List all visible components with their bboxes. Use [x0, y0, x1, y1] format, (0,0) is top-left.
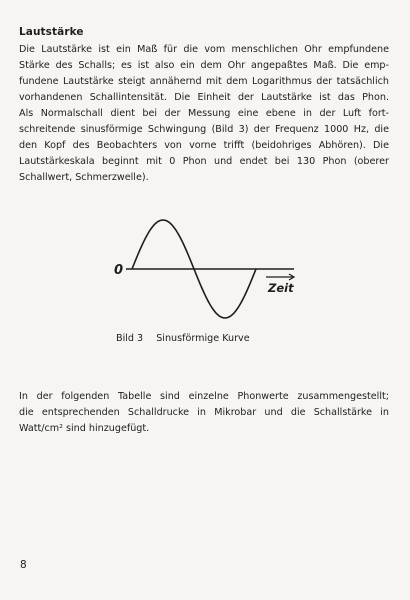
text-line: Stärke des Schalls; es ist also ein dem Ohr angepaßtes Maß. Die emp- [19, 60, 389, 71]
figure-caption [116, 333, 250, 344]
text-line: Als Normalschall dient bei der Messung eine ebene in der Luft fort- [19, 108, 389, 119]
text-line: vorhandenen Schallintensität. Die Einheit der Lautstärke ist das Phon. [19, 92, 389, 103]
table-intro-paragraph [19, 389, 389, 437]
text-line: Lautstärkeskala beginnt mit 0 Phon und endet bei 130 Phon (oberer [19, 156, 389, 167]
intro-paragraph [19, 42, 389, 186]
text-line: Die Lautstärke ist ein Maß für die vom menschlichen Ohr empfundene [19, 44, 389, 55]
text-line: fundene Lautstärke steigt annähernd mit dem Logarithmus der tatsächlich [19, 76, 389, 87]
time-axis-label: Zeit [268, 281, 294, 295]
text-line: Schallwert, Schmerzwelle). [19, 172, 149, 183]
caption-text: Sinusförmige Kurve [156, 333, 250, 344]
text-line: schreitende sinusförmige Schwingung (Bild 3) der Frequenz 1000 Hz, die [19, 124, 389, 135]
text-line: Watt/cm² sind hinzugefügt. [19, 423, 150, 434]
text-line: In der folgenden Tabelle sind einzelne Phonwerte zusammengestellt; [19, 391, 389, 402]
section-heading: Lautstärke [19, 26, 84, 38]
origin-label: 0 [114, 263, 124, 278]
sine-wave-figure [108, 208, 308, 320]
text-line: den Kopf des Beobachters von vorne trifft (beidohriges Abhören). Die [19, 140, 389, 151]
text-line: die entsprechenden Schalldrucke in Mikrobar und die Schallstärke in [19, 407, 389, 418]
page-number: 8 [20, 559, 27, 571]
caption-number: Bild 3 [116, 333, 144, 344]
